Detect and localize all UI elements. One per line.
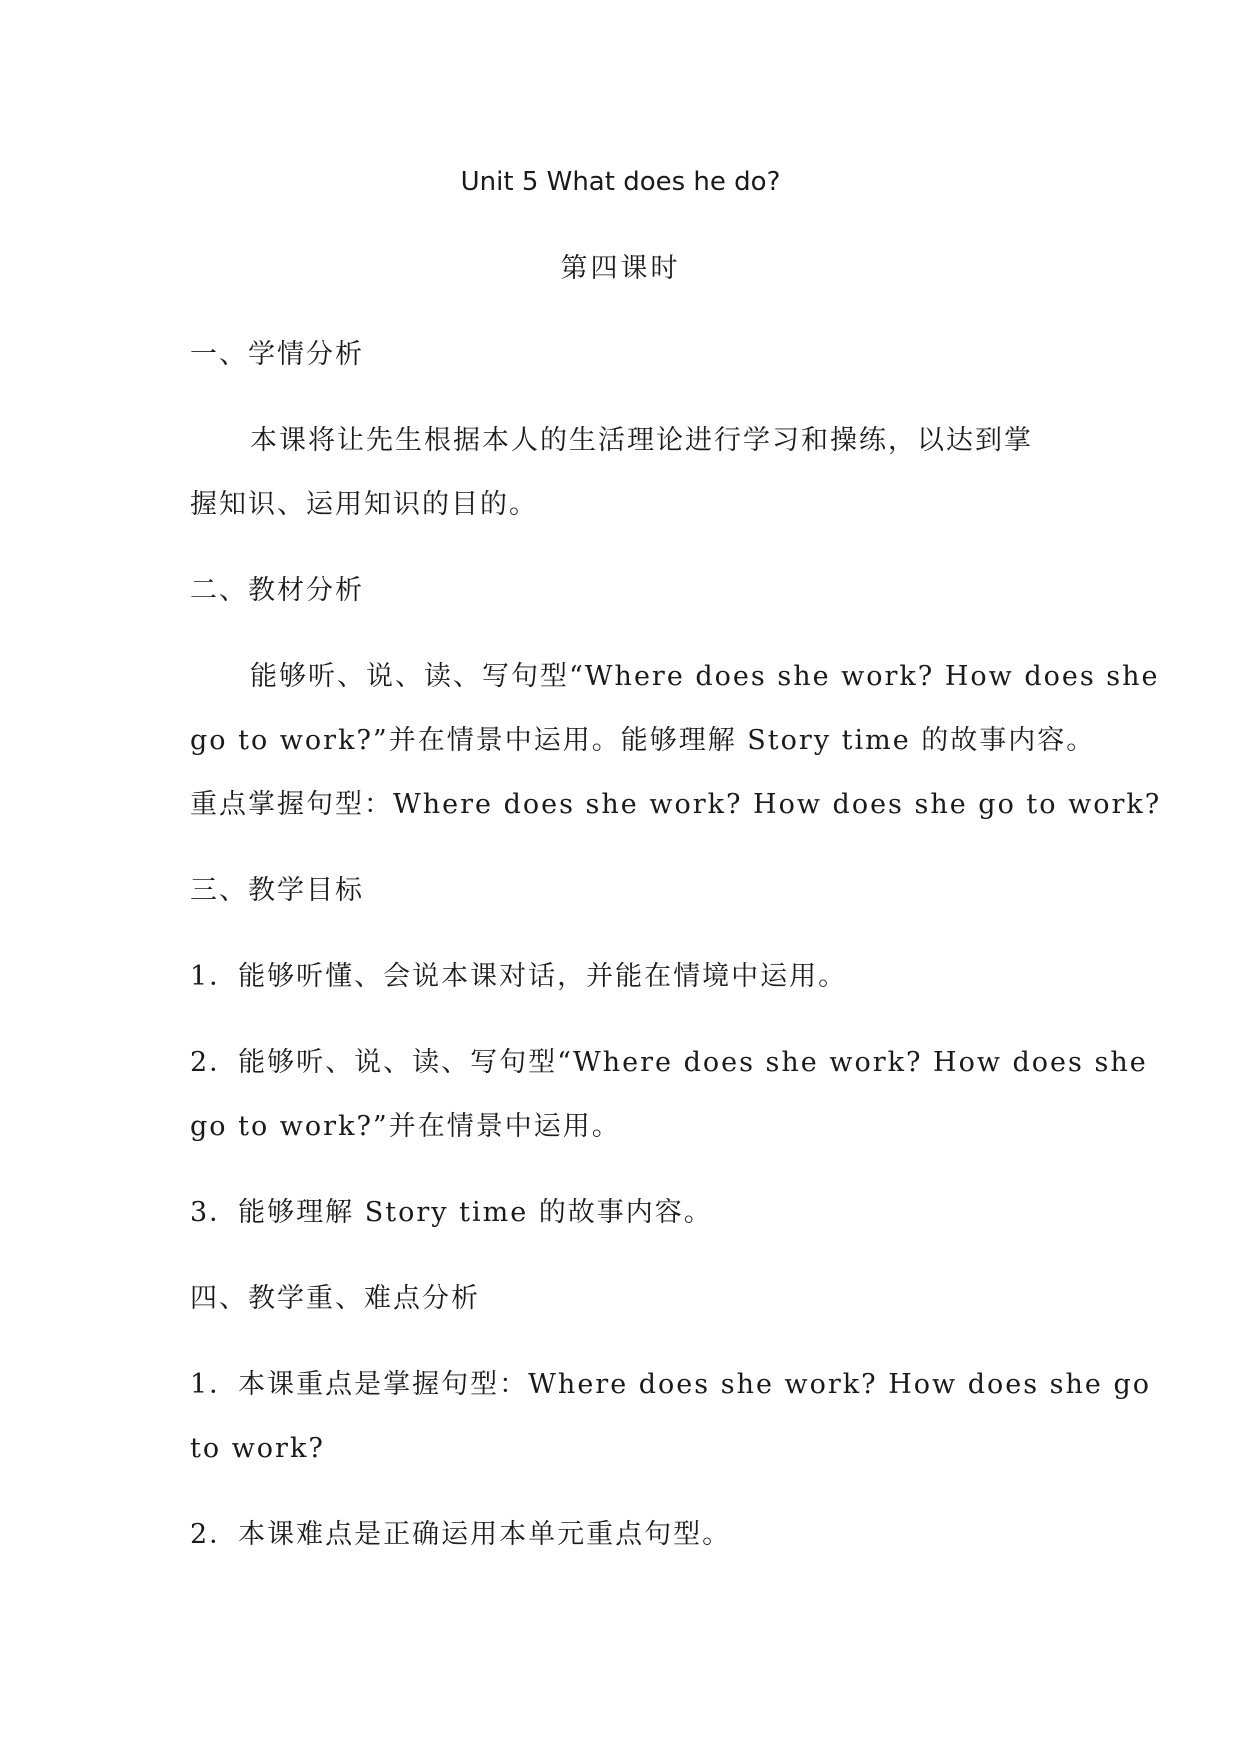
document-title: Unit 5 What does he do? (460, 167, 781, 197)
list-item: 3．能够理解 Story time 的故事内容。 (190, 1197, 713, 1228)
section-heading-3: 三、教学目标 (190, 875, 364, 906)
paragraph-line: 能够听、说、读、写句型“Where does she work? How does she (250, 661, 1160, 692)
section-heading-2: 二、教材分析 (190, 575, 364, 606)
list-item-continuation: to work? (190, 1433, 325, 1464)
list-item: 2．本课难点是正确运用本单元重点句型。 (190, 1519, 732, 1550)
list-item: 1．本课重点是掌握句型：Where does she work? How does she go (190, 1369, 1152, 1400)
list-item: 2．能够听、说、读、写句型“Where does she work? How does she (190, 1047, 1148, 1078)
list-item: 1．能够听懂、会说本课对话，并能在情境中运用。 (190, 961, 848, 992)
document-subtitle: 第四课时 (560, 253, 681, 284)
section-heading-4: 四、教学重、难点分析 (190, 1283, 480, 1314)
section-heading-1: 一、学情分析 (190, 339, 364, 370)
list-item-continuation: go to work?”并在情景中运用。 (190, 1111, 621, 1142)
paragraph-line: 握知识、运用知识的目的。 (190, 489, 538, 520)
paragraph-line: 本课将让先生根据本人的生活理论进行学习和操练，以达到掌 (250, 425, 1033, 456)
paragraph-line: go to work?”并在情景中运用。能够理解 Story time 的故事内容。 (190, 725, 1096, 756)
paragraph-line: 重点掌握句型：Where does she work? How does she go to work? (190, 789, 1162, 820)
